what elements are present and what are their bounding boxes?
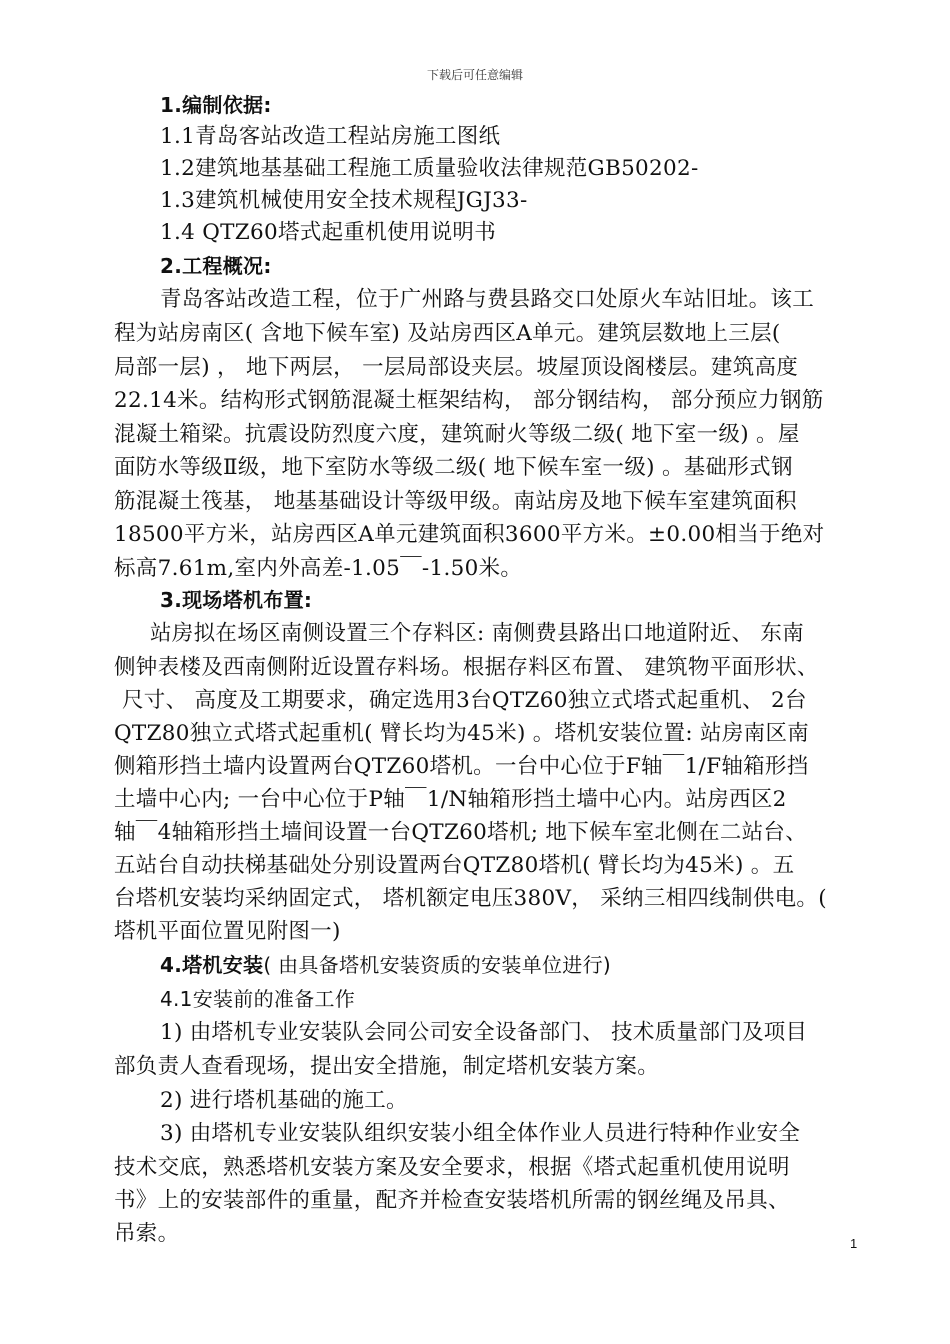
crane-layout-line: 五站台自动扶梯基础处分别设置两台QTZ80塔机( 臂长均为45米) 。五 (114, 853, 795, 878)
prep-line: 3) 由塔机专业安装队组织安装小组全体作业人员进行特种作业安全 (160, 1121, 801, 1146)
prep-line: 1) 由塔机专业安装队会同公司安全设备部门、 技术质量部门及项目 (160, 1020, 808, 1045)
section-heading-2: 2.工程概况: (160, 254, 272, 278)
section-heading-4-note: ( 由具备塔机安装资质的安装单位进行) (263, 953, 611, 977)
prep-line: 2) 进行塔机基础的施工。 (160, 1088, 408, 1113)
overview-line: 22.14米。结构形式钢筋混凝土框架结构， 部分钢结构， 部分预应力钢筋 (114, 388, 824, 413)
overview-line: 混凝土箱梁。抗震设防烈度六度，建筑耐火等级二级( 地下室一级) 。屋 (114, 422, 800, 447)
section-heading-1: 1.编制依据: (160, 93, 272, 117)
page-number: 1 (850, 1236, 858, 1251)
basis-item-2: 1.2建筑地基基础工程施工质量验收法律规范GB50202- (160, 156, 699, 181)
subsection-heading-4-1: 4.1安装前的准备工作 (160, 987, 356, 1011)
crane-layout-line: 站房拟在场区南侧设置三个存料区: 南侧费县路出口地道附近、 东南 (150, 621, 805, 646)
overview-line: 筋混凝土筏基， 地基基础设计等级甲级。南站房及地下候车室建筑面积 (114, 489, 797, 514)
overview-line: 标高7.61m,室内外高差-1.05￣-1.50米。 (114, 556, 523, 581)
crane-layout-line: 台塔机安装均采纳固定式， 塔机额定电压380V， 采纳三相四线制供电。( (114, 886, 827, 911)
crane-layout-line: 土墙中心内; 一台中心位于P轴￣1/N轴箱形挡土墙中心内。站房西区2 (114, 787, 787, 812)
crane-layout-line: 轴￣4轴箱形挡土墙间设置一台QTZ60塔机; 地下候车室北侧在二站台、 (114, 820, 808, 845)
prep-line: 书》上的安装部件的重量，配齐并检查安装塔机所需的钢丝绳及吊具、 (114, 1188, 790, 1213)
section-heading-4 (160, 950, 611, 981)
basis-item-3: 1.3建筑机械使用安全技术规程JGJ33- (160, 188, 528, 213)
overview-line: 面防水等级Ⅱ级，地下室防水等级二级( 地下候车室一级) 。基础形式钢 (114, 455, 793, 480)
overview-line: 青岛客站改造工程，位于广州路与费县路交口处原火车站旧址。该工 (160, 287, 815, 312)
section-heading-4-title: 4.塔机安装 (160, 953, 264, 977)
overview-line: 程为站房南区( 含地下候车室) 及站房西区A单元。建筑层数地上三层( (114, 321, 781, 346)
crane-layout-line: 塔机平面位置见附图一) (114, 919, 341, 944)
crane-layout-line: 侧钟表楼及西南侧附近设置存料场。根据存料区布置、 建筑物平面形状、 (114, 655, 819, 680)
prep-line: 技术交底，熟悉塔机安装方案及安全要求，根据《塔式起重机使用说明 (114, 1155, 790, 1180)
crane-layout-line: QTZ80独立式塔式起重机( 臂长均为45米) 。塔机安装位置: 站房南区南 (114, 721, 810, 746)
page-header: 下载后可任意编辑 (426, 68, 523, 82)
overview-line: 18500平方米，站房西区A单元建筑面积3600平方米。±0.00相当于绝对 (114, 522, 825, 547)
crane-layout-line: 侧箱形挡土墙内设置两台QTZ60塔机。一台中心位于F轴￣1/F轴箱形挡 (114, 754, 809, 779)
overview-line: 局部一层) ， 地下两层， 一层局部设夹层。坡屋顶设阁楼层。建筑高度 (114, 355, 799, 380)
crane-layout-line: 尺寸、 高度及工期要求，确定选用3台QTZ60独立式塔式起重机、 2台 (122, 688, 807, 713)
section-heading-3: 3.现场塔机布置: (160, 588, 313, 612)
prep-line: 吊索。 (114, 1221, 180, 1246)
basis-item-1: 1.1青岛客站改造工程站房施工图纸 (160, 124, 501, 149)
basis-item-4: 1.4 QTZ60塔式起重机使用说明书 (160, 220, 496, 245)
prep-line: 部负责人查看现场，提出安全措施，制定塔机安装方案。 (114, 1054, 660, 1079)
